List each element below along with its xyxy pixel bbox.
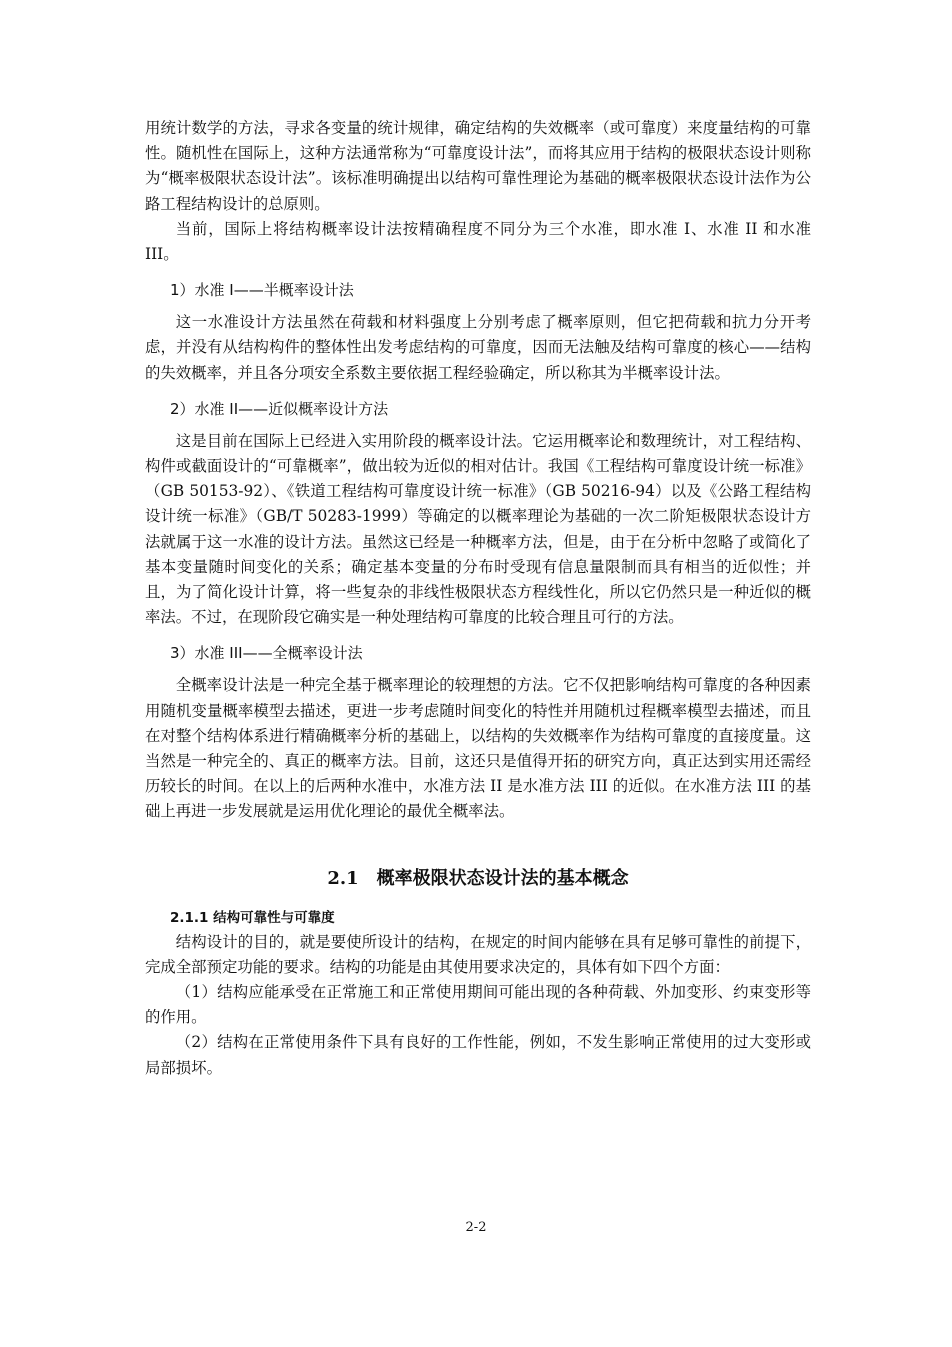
level-1-paragraph: 这一水准设计方法虽然在荷载和材料强度上分别考虑了概率原则，但它把荷载和抗力分开考虑，并没有从结构构件的整体性出发考虑结构的可靠度，因而无法触及结构可靠度的核心——结构的失效概率，并且各分项安全系数主要依据工程经验确定，所以称其为半概率设计法。 [145,313,811,382]
level-2-heading: 2）水准 II——近似概率设计方法 [170,399,389,418]
section-paragraph-1: 结构设计的目的，就是要使所设计的结构，在规定的时间内能够在具有足够可靠性的前提下，完成全部预定功能的要求。结构的功能是由其使用要求决定的，具体有如下四个方面： [145,932,811,976]
function-item-1: （1）结构应能承受在正常施工和正常使用期间可能出现的各种荷载、外加变形、约束变形等的作用。 [145,983,811,1027]
level-3-paragraph: 全概率设计法是一种完全基于概率理论的较理想的方法。它不仅把影响结构可靠度的各种因素用随机变量概率模型去描述，更进一步考虑随时间变化的特性并用随机过程概率模型去描述，而且在对整个结构体系进行精确概率分析的基础上，以结构的失效概率作为结构可靠度的直接度量。这当然是一种完全的、真正的概率方法。目前，这还只是值得开拓的研究方向，真正达到实用还需经历较长的时间。在以上的后两种水准中，水准方法 II 是水准方法 III 的近似。在水准方法 III 的基础上再进一步发展就是运用优化理论的最优全概率法。 [145,676,811,821]
level-1-heading: 1）水准 I——半概率设计法 [170,281,354,300]
intro-paragraph-1: 用统计数学的方法，寻求各变量的统计规律，确定结构的失效概率（或可靠度）来度量结构的可靠性。随机性在国际上，这种方法通常称为“可靠度设计法”，而将其应用于结构的极限状态设计则称为“概率极限状态设计法”。该标准明确提出以结构可靠性理论为基础的概率极限状态设计法作为公路工程结构设计的总原则。 [145,119,811,213]
section-title: 2.1 概率极限状态设计法的基本概念 [327,867,629,889]
subsection-title: 2.1.1 结构可靠性与可靠度 [170,909,335,926]
level-2-paragraph: 这是目前在国际上已经进入实用阶段的概率设计法。它运用概率论和数理统计，对工程结构、构件或截面设计的“可靠概率”，做出较为近似的相对估计。我国《工程结构可靠度设计统一标准》（GB 50153-92）、《铁道工程结构可靠度设计统一标准》（GB 50216-94）以及《公路工程结构设计统一标准》（GB/T 50283-1999）等确定的以概率理论为基础的一次二阶矩极限状态设计方法就属于这一水准的设计方法。虽然这已经是一种概率方法，但是，由于在分析中忽略了或简化了基本变量随时间变化的关系；确定基本变量的分布时受现有信息量限制而具有相当的近似性；并且，为了简化设计计算，将一些复杂的非线性极限状态方程线性化，所以它仍然只是一种近似的概率法。不过，在现阶段它确实是一种处理结构可靠度的比较合理且可行的方法。 [145,431,811,627]
function-item-2: （2）结构在正常使用条件下具有良好的工作性能，例如，不发生影响正常使用的过大变形或局部损坏。 [145,1033,811,1077]
intro-paragraph-2: 当前，国际上将结构概率设计法按精确程度不同分为三个水准，即水准 I、水准 II 和水准 III。 [145,219,811,264]
document-page [145,116,811,1081]
page-number: 2-2 [465,1220,487,1235]
level-3-heading: 3）水准 III——全概率设计法 [170,644,363,663]
